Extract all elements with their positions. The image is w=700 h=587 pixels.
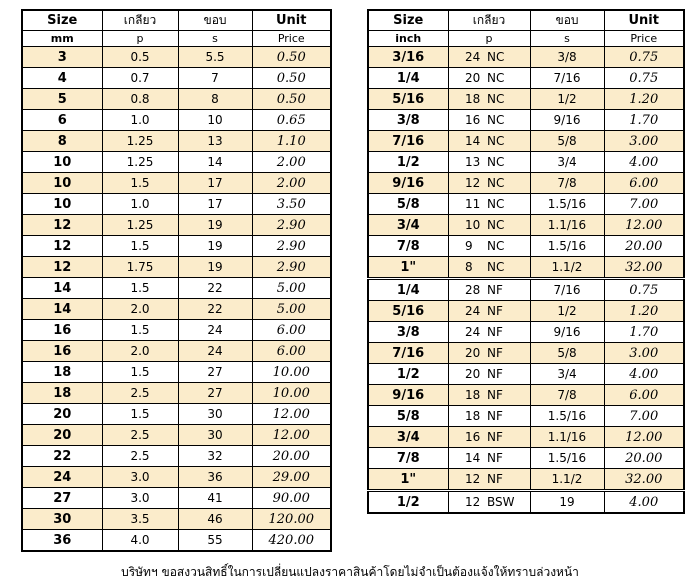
s-cell: 19 [178, 236, 252, 257]
pitch-cell [448, 173, 530, 194]
pitch-cell: 3.5 [102, 509, 178, 530]
price-cell: 1.10 [252, 131, 331, 152]
size-cell: 3/4 [368, 215, 448, 236]
size-cell: 1" [368, 257, 448, 279]
pitch-cell [448, 406, 530, 427]
s-cell: 30 [178, 425, 252, 446]
size-cell: 5/16 [368, 301, 448, 322]
s-cell: 30 [178, 404, 252, 425]
price-cell: 6.00 [604, 385, 684, 406]
pitch-cell: 2.5 [102, 383, 178, 404]
thread-series: NC [487, 260, 505, 274]
size-cell: 12 [22, 257, 102, 278]
pitch-cell: 1.5 [102, 236, 178, 257]
thread-series: NF [487, 388, 503, 402]
size-cell: 10 [22, 173, 102, 194]
pitch-cell: 3.0 [102, 467, 178, 488]
pitch-cell [448, 491, 530, 514]
s-cell: 9/16 [530, 110, 604, 131]
thread-header: เกลียว [448, 10, 530, 31]
s-cell: 7/8 [530, 385, 604, 406]
price-cell: 0.65 [252, 110, 331, 131]
table-row [22, 446, 331, 467]
table-row [368, 491, 684, 514]
table-row [22, 257, 331, 278]
s-cell: 32 [178, 446, 252, 467]
table-row [22, 194, 331, 215]
size-cell: 20 [22, 425, 102, 446]
table-row [22, 362, 331, 383]
s-cell: 22 [178, 299, 252, 320]
price-cell: 7.00 [604, 406, 684, 427]
s-cell: 19 [178, 257, 252, 278]
pitch-cell [448, 47, 530, 68]
price-cell: 12.00 [604, 427, 684, 448]
subheader-row [368, 31, 684, 47]
tpi-value: 12 [465, 176, 481, 190]
thread-series: NC [487, 92, 505, 106]
s-cell: 7/8 [530, 173, 604, 194]
price-cell: 0.75 [604, 279, 684, 301]
price-cell: 5.00 [252, 299, 331, 320]
tpi-value: 12 [465, 495, 481, 509]
price-cell: 5.00 [252, 278, 331, 299]
pitch-cell: 1.0 [102, 110, 178, 131]
s-cell: 7/16 [530, 279, 604, 301]
pitch-cell [448, 68, 530, 89]
pitch-cell: 1.25 [102, 131, 178, 152]
table-row [22, 131, 331, 152]
s-cell: 1/2 [530, 301, 604, 322]
thread-series: NC [487, 71, 505, 85]
table-row [22, 47, 331, 68]
thread-series: NF [487, 430, 503, 444]
s-cell: 46 [178, 509, 252, 530]
s-label: s [530, 31, 604, 47]
pitch-cell [448, 448, 530, 469]
header-row [22, 10, 331, 31]
table-row [22, 488, 331, 509]
price-cell: 4.00 [604, 152, 684, 173]
size-cell: 20 [22, 404, 102, 425]
s-cell: 27 [178, 362, 252, 383]
pitch-cell [448, 89, 530, 110]
tpi-value: 11 [465, 197, 481, 211]
pitch-cell: 1.75 [102, 257, 178, 278]
thread-series: NF [487, 367, 503, 381]
s-cell: 10 [178, 110, 252, 131]
table-row [368, 68, 684, 89]
price-cell: 0.50 [252, 47, 331, 68]
table-row [22, 341, 331, 362]
size-cell: 22 [22, 446, 102, 467]
price-cell: 1.70 [604, 110, 684, 131]
pitch-cell: 2.5 [102, 446, 178, 467]
s-cell: 7/16 [530, 68, 604, 89]
table-row [368, 194, 684, 215]
tpi-value: 8 [465, 260, 473, 274]
pitch-cell: 2.0 [102, 299, 178, 320]
s-cell: 5.5 [178, 47, 252, 68]
pitch-cell [448, 152, 530, 173]
pitch-cell: 0.8 [102, 89, 178, 110]
price-cell: 20.00 [252, 446, 331, 467]
header-row [368, 10, 684, 31]
pitch-cell: 2.5 [102, 425, 178, 446]
price-cell: 2.90 [252, 257, 331, 278]
s-cell: 1.1/16 [530, 215, 604, 236]
thread-series: NC [487, 50, 505, 64]
table-row [22, 467, 331, 488]
pitch-cell: 2.0 [102, 341, 178, 362]
size-cell: 24 [22, 467, 102, 488]
price-label: Price [604, 31, 684, 47]
size-cell: 36 [22, 530, 102, 552]
price-cell: 12.00 [252, 404, 331, 425]
size-cell: 1/4 [368, 279, 448, 301]
tpi-value: 14 [465, 134, 481, 148]
s-cell: 5/8 [530, 343, 604, 364]
table-row [368, 89, 684, 110]
table-row [22, 404, 331, 425]
table-row [368, 215, 684, 236]
tpi-value: 12 [465, 472, 481, 486]
price-label: Price [252, 31, 331, 47]
metric-price-table [21, 9, 332, 552]
pitch-cell [448, 364, 530, 385]
pitch-cell: 0.5 [102, 47, 178, 68]
s-cell: 5/8 [530, 131, 604, 152]
table-row [22, 215, 331, 236]
table-row [22, 278, 331, 299]
thread-series: NF [487, 346, 503, 360]
table-row [368, 385, 684, 406]
size-cell: 3/16 [368, 47, 448, 68]
price-cell: 120.00 [252, 509, 331, 530]
tpi-value: 20 [465, 71, 481, 85]
s-cell: 24 [178, 341, 252, 362]
price-cell: 0.50 [252, 89, 331, 110]
pitch-cell [448, 215, 530, 236]
pitch-cell [448, 301, 530, 322]
size-header: Size [368, 10, 448, 31]
price-cell: 0.50 [252, 68, 331, 89]
s-cell: 27 [178, 383, 252, 404]
table-row [22, 89, 331, 110]
pitch-cell: 0.7 [102, 68, 178, 89]
s-label: s [178, 31, 252, 47]
s-cell: 9/16 [530, 322, 604, 343]
table-row [22, 530, 331, 552]
table-row [368, 236, 684, 257]
s-cell: 19 [530, 491, 604, 514]
size-cell: 4 [22, 68, 102, 89]
table-row [22, 425, 331, 446]
thread-series: NC [487, 134, 505, 148]
s-cell: 36 [178, 467, 252, 488]
s-cell: 17 [178, 173, 252, 194]
price-cell: 7.00 [604, 194, 684, 215]
price-cell: 32.00 [604, 469, 684, 491]
price-cell: 3.00 [604, 131, 684, 152]
table-row [368, 364, 684, 385]
table-row [368, 279, 684, 301]
price-cell: 1.20 [604, 301, 684, 322]
size-cell: 7/8 [368, 236, 448, 257]
price-cell: 32.00 [604, 257, 684, 279]
table-row [368, 469, 684, 491]
size-unit: inch [368, 31, 448, 47]
thread-series: NC [487, 113, 505, 127]
s-cell: 7 [178, 68, 252, 89]
pitch-cell [448, 131, 530, 152]
size-cell: 7/8 [368, 448, 448, 469]
size-cell: 8 [22, 131, 102, 152]
price-cell: 6.00 [252, 320, 331, 341]
thread-series: NF [487, 451, 503, 465]
table-row [368, 173, 684, 194]
pitch-cell [448, 110, 530, 131]
thread-series: NC [487, 197, 505, 211]
size-cell: 6 [22, 110, 102, 131]
thread-series: NC [487, 176, 505, 190]
s-cell: 3/4 [530, 152, 604, 173]
price-cell: 10.00 [252, 362, 331, 383]
size-cell: 5/8 [368, 406, 448, 427]
thread-series: NC [487, 239, 505, 253]
s-cell: 19 [178, 215, 252, 236]
tpi-value: 13 [465, 155, 481, 169]
table-row [22, 236, 331, 257]
size-cell: 1/2 [368, 152, 448, 173]
size-cell: 5/8 [368, 194, 448, 215]
size-cell: 7/16 [368, 131, 448, 152]
tpi-value: 16 [465, 113, 481, 127]
size-header: Size [22, 10, 102, 31]
size-cell: 12 [22, 236, 102, 257]
s-cell: 13 [178, 131, 252, 152]
size-cell: 3/8 [368, 322, 448, 343]
tpi-value: 9 [465, 239, 473, 253]
table-row [368, 47, 684, 68]
edge-header: ขอบ [178, 10, 252, 31]
pitch-cell: 1.5 [102, 362, 178, 383]
edge-header: ขอบ [530, 10, 604, 31]
price-cell: 4.00 [604, 364, 684, 385]
table-row [368, 322, 684, 343]
tpi-value: 18 [465, 388, 481, 402]
tpi-value: 10 [465, 218, 481, 232]
price-cell: 12.00 [252, 425, 331, 446]
price-cell: 4.00 [604, 491, 684, 514]
price-cell: 20.00 [604, 236, 684, 257]
s-cell: 1.5/16 [530, 448, 604, 469]
price-cell: 2.90 [252, 215, 331, 236]
thread-series: NF [487, 409, 503, 423]
tpi-value: 18 [465, 92, 481, 106]
size-cell: 10 [22, 194, 102, 215]
tpi-value: 16 [465, 430, 481, 444]
size-cell: 1" [368, 469, 448, 491]
s-cell: 1.1/2 [530, 257, 604, 279]
price-cell: 420.00 [252, 530, 331, 552]
pitch-cell [448, 343, 530, 364]
pitch-label: p [448, 31, 530, 47]
size-cell: 5 [22, 89, 102, 110]
s-cell: 1.5/16 [530, 236, 604, 257]
s-cell: 3/8 [530, 47, 604, 68]
tpi-value: 24 [465, 325, 481, 339]
price-cell: 29.00 [252, 467, 331, 488]
price-cell: 3.50 [252, 194, 331, 215]
disclaimer-text: บริษัทฯ ขอสงวนสิทธิ์ในการเปลี่ยนแปลงราคาสินค้าโดยไม่จำเป็นต้องแจ้งให้ทราบล่วงหน้า [121, 565, 579, 579]
thread-header: เกลียว [102, 10, 178, 31]
pitch-cell: 1.5 [102, 278, 178, 299]
size-cell: 12 [22, 215, 102, 236]
s-cell: 1.5/16 [530, 194, 604, 215]
table-row [22, 299, 331, 320]
s-cell: 8 [178, 89, 252, 110]
pitch-label: p [102, 31, 178, 47]
thread-series: NC [487, 155, 505, 169]
tpi-value: 20 [465, 367, 481, 381]
size-cell: 18 [22, 383, 102, 404]
table-row [368, 131, 684, 152]
unit-header: Unit [604, 10, 684, 31]
s-cell: 24 [178, 320, 252, 341]
price-cell: 1.70 [604, 322, 684, 343]
tpi-value: 28 [465, 283, 481, 297]
size-cell: 7/16 [368, 343, 448, 364]
s-cell: 22 [178, 278, 252, 299]
pitch-cell [448, 279, 530, 301]
s-cell: 1/2 [530, 89, 604, 110]
s-cell: 1.5/16 [530, 406, 604, 427]
price-cell: 6.00 [604, 173, 684, 194]
table-row [22, 68, 331, 89]
inch-price-table [367, 9, 685, 514]
pitch-cell [448, 322, 530, 343]
price-cell: 2.90 [252, 236, 331, 257]
pitch-cell [448, 385, 530, 406]
tpi-value: 24 [465, 304, 481, 318]
size-cell: 16 [22, 341, 102, 362]
table-row [22, 110, 331, 131]
subheader-row [22, 31, 331, 47]
size-cell: 18 [22, 362, 102, 383]
table-row [368, 343, 684, 364]
s-cell: 1.1/2 [530, 469, 604, 491]
price-cell: 0.75 [604, 47, 684, 68]
s-cell: 41 [178, 488, 252, 509]
tpi-value: 24 [465, 50, 481, 64]
table-row [22, 509, 331, 530]
table-row [368, 257, 684, 279]
price-cell: 0.75 [604, 68, 684, 89]
thread-series: NF [487, 283, 503, 297]
price-cell: 2.00 [252, 152, 331, 173]
price-cell: 20.00 [604, 448, 684, 469]
size-cell: 9/16 [368, 173, 448, 194]
thread-series: NF [487, 472, 503, 486]
tpi-value: 20 [465, 346, 481, 360]
pitch-cell: 1.5 [102, 173, 178, 194]
size-cell: 14 [22, 299, 102, 320]
price-cell: 12.00 [604, 215, 684, 236]
size-cell: 14 [22, 278, 102, 299]
tpi-value: 18 [465, 409, 481, 423]
size-cell: 30 [22, 509, 102, 530]
tpi-value: 14 [465, 451, 481, 465]
size-cell: 5/16 [368, 89, 448, 110]
thread-series: NF [487, 304, 503, 318]
price-cell: 90.00 [252, 488, 331, 509]
pitch-cell [448, 194, 530, 215]
pitch-cell: 3.0 [102, 488, 178, 509]
size-unit: mm [22, 31, 102, 47]
price-cell: 3.00 [604, 343, 684, 364]
pitch-cell: 4.0 [102, 530, 178, 552]
table-row [368, 110, 684, 131]
size-cell: 3 [22, 47, 102, 68]
size-cell: 3/4 [368, 427, 448, 448]
s-cell: 14 [178, 152, 252, 173]
s-cell: 3/4 [530, 364, 604, 385]
s-cell: 1.1/16 [530, 427, 604, 448]
table-row [22, 152, 331, 173]
size-cell: 9/16 [368, 385, 448, 406]
size-cell: 3/8 [368, 110, 448, 131]
thread-series: BSW [487, 495, 515, 509]
size-cell: 1/2 [368, 364, 448, 385]
size-cell: 1/4 [368, 68, 448, 89]
pitch-cell: 1.25 [102, 215, 178, 236]
s-cell: 55 [178, 530, 252, 552]
size-cell: 10 [22, 152, 102, 173]
table-row [368, 301, 684, 322]
pitch-cell: 1.5 [102, 404, 178, 425]
pitch-cell [448, 236, 530, 257]
pitch-cell: 1.5 [102, 320, 178, 341]
table-row [368, 152, 684, 173]
pitch-cell: 1.0 [102, 194, 178, 215]
table-row [22, 173, 331, 194]
pitch-cell [448, 257, 530, 279]
thread-series: NC [487, 218, 505, 232]
price-cell: 10.00 [252, 383, 331, 404]
size-cell: 1/2 [368, 491, 448, 514]
pitch-cell [448, 469, 530, 491]
pitch-cell: 1.25 [102, 152, 178, 173]
thread-series: NF [487, 325, 503, 339]
size-cell: 16 [22, 320, 102, 341]
table-row [368, 448, 684, 469]
table-row [22, 383, 331, 404]
table-row [368, 406, 684, 427]
unit-header: Unit [252, 10, 331, 31]
table-row [368, 427, 684, 448]
table-row [22, 320, 331, 341]
s-cell: 17 [178, 194, 252, 215]
size-cell: 27 [22, 488, 102, 509]
price-cell: 6.00 [252, 341, 331, 362]
price-cell: 2.00 [252, 173, 331, 194]
pitch-cell [448, 427, 530, 448]
price-cell: 1.20 [604, 89, 684, 110]
